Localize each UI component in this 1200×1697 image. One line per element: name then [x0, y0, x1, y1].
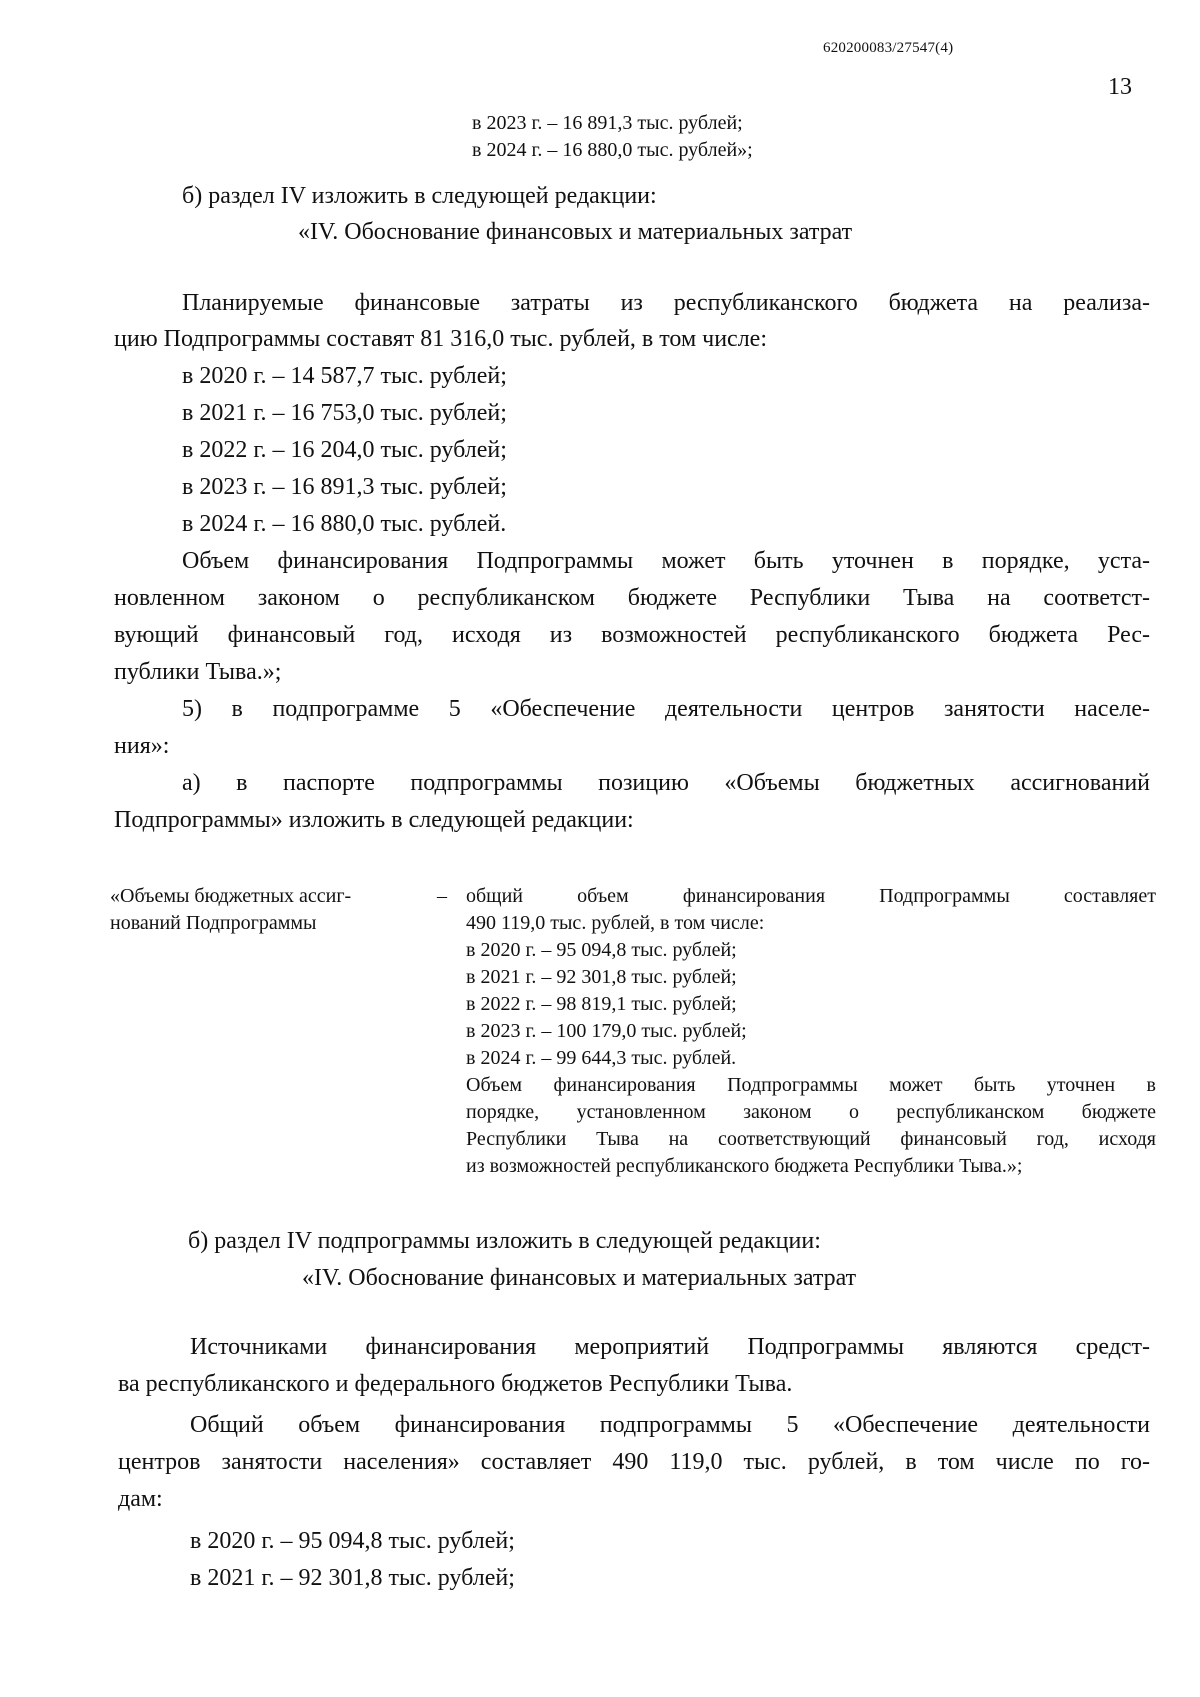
passport-year-line: в 2024 г. – 99 644,3 тыс. рублей. [466, 1047, 737, 1069]
section-b-intro: б) раздел IV изложить в следующей редакции: [182, 183, 657, 209]
year-line: в 2020 г. – 95 094,8 тыс. рублей; [190, 1528, 515, 1554]
paragraph-line: Общий объем финансирования подпрограммы 5 «Обеспечение деятельности [190, 1412, 1150, 1438]
section-heading: «IV. Обоснование финансовых и материальных затрат [298, 219, 853, 245]
year-line: в 2023 г. – 16 891,3 тыс. рублей; [182, 474, 507, 500]
passport-value-line: Объем финансирования Подпрограммы может быть уточнен в [466, 1074, 1156, 1096]
top-line-2024: в 2024 г. – 16 880,0 тыс. рублей»; [472, 139, 753, 161]
paragraph-line: 5) в подпрограмме 5 «Обеспечение деятельности центров занятости населе- [182, 696, 1150, 722]
passport-value-line: Республики Тыва на соответствующий финансовый год, исходя [466, 1128, 1156, 1150]
passport-value-line: из возможностей республиканского бюджета Республики Тыва.»; [466, 1155, 1023, 1177]
passport-year-line: в 2021 г. – 92 301,8 тыс. рублей; [466, 966, 737, 988]
paragraph-line: цию Подпрограммы составят 81 316,0 тыс. рублей, в том числе: [114, 326, 768, 352]
paragraph-line: вующий финансовый год, исходя из возможностей республиканского бюджета Рес- [114, 622, 1150, 648]
year-line: в 2024 г. – 16 880,0 тыс. рублей. [182, 511, 507, 537]
paragraph-line: а) в паспорте подпрограммы позицию «Объемы бюджетных ассигнований [182, 770, 1150, 796]
paragraph-line: публики Тыва.»; [114, 659, 282, 685]
passport-label-line: нований Подпрограммы [110, 912, 317, 934]
year-line: в 2020 г. – 14 587,7 тыс. рублей; [182, 363, 507, 389]
passport-value-line: 490 119,0 тыс. рублей, в том числе: [466, 912, 765, 934]
passport-year-line: в 2023 г. – 100 179,0 тыс. рублей; [466, 1020, 747, 1042]
section-b-intro: б) раздел IV подпрограммы изложить в следующей редакции: [188, 1228, 821, 1254]
paragraph-line: Планируемые финансовые затраты из республиканского бюджета на реализа- [182, 290, 1150, 316]
passport-label-line: «Объемы бюджетных ассиг- [110, 885, 352, 907]
year-line: в 2022 г. – 16 204,0 тыс. рублей; [182, 437, 507, 463]
passport-value-line: порядке, установленном законом о республиканском бюджете [466, 1101, 1156, 1123]
year-line: в 2021 г. – 16 753,0 тыс. рублей; [182, 400, 507, 426]
paragraph-line: Объем финансирования Подпрограммы может быть уточнен в порядке, уста- [182, 548, 1150, 574]
passport-year-line: в 2022 г. – 98 819,1 тыс. рублей; [466, 993, 737, 1015]
passport-value-line: общий объем финансирования Подпрограммы составляет [466, 885, 1156, 907]
paragraph-line: дам: [118, 1486, 163, 1512]
passport-dash: – [437, 885, 447, 907]
year-line: в 2021 г. – 92 301,8 тыс. рублей; [190, 1565, 515, 1591]
section-heading: «IV. Обоснование финансовых и материальных затрат [302, 1265, 857, 1291]
paragraph-line: центров занятости населения» составляет 490 119,0 тыс. рублей, в том числе по го- [118, 1449, 1150, 1475]
passport-year-line: в 2020 г. – 95 094,8 тыс. рублей; [466, 939, 737, 961]
paragraph-line: Подпрограммы» изложить в следующей редакции: [114, 807, 634, 833]
paragraph-line: Источниками финансирования мероприятий Подпрограммы являются средст- [190, 1334, 1150, 1360]
page-number: 13 [1108, 74, 1132, 100]
paragraph-line: новленном законом о республиканском бюджете Республики Тыва на соответст- [114, 585, 1150, 611]
top-line-2023: в 2023 г. – 16 891,3 тыс. рублей; [472, 112, 743, 134]
paragraph-line: ва республиканского и федерального бюджетов Республики Тыва. [118, 1371, 793, 1397]
document-id: 620200083/27547(4) [823, 40, 954, 56]
paragraph-line: ния»: [114, 733, 170, 759]
